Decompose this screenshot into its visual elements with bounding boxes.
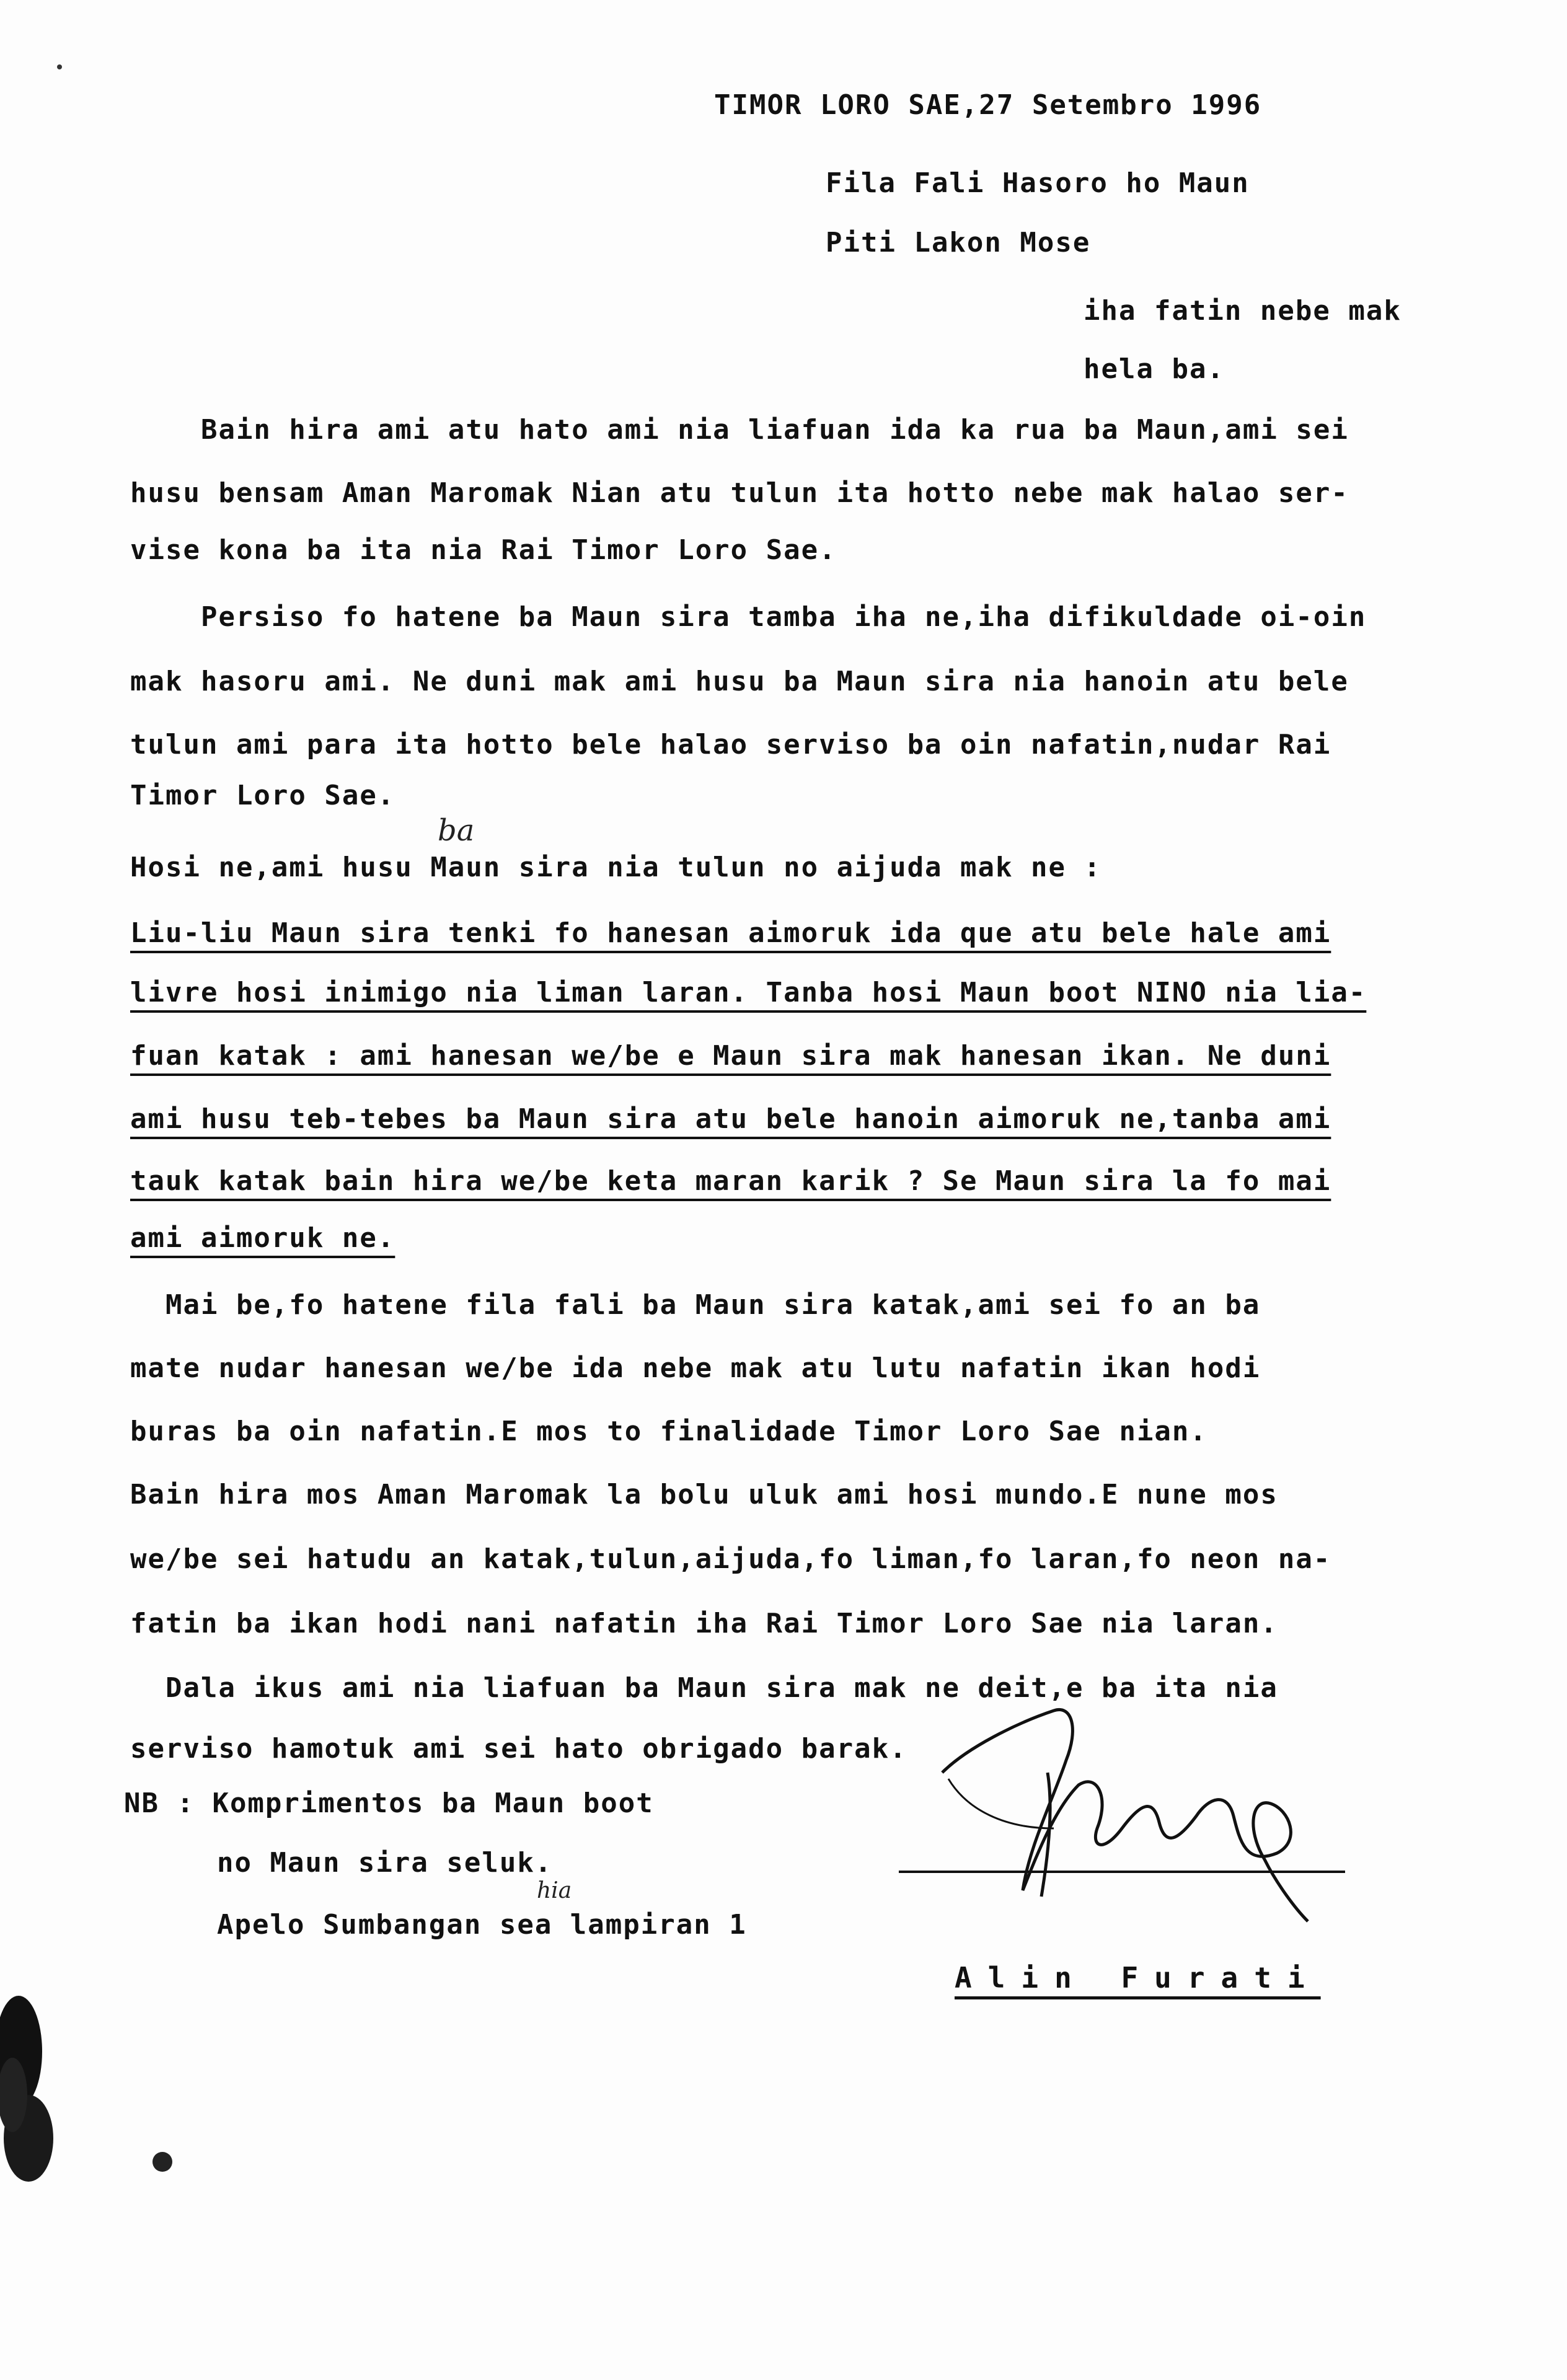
body-line: tulun ami para ita hotto bele halao serviso ba oin nafatin,nudar Rai (130, 729, 1331, 760)
body-line: we/be sei hatudu an katak,tulun,aijuda,fo liman,fo laran,fo neon na- (130, 1543, 1331, 1575)
underlined-line: ami aimoruk ne. (130, 1222, 395, 1254)
signature-name: Alin Furati (955, 1961, 1321, 1994)
body-line: buras ba oin nafatin.E mos to finalidade Timor Loro Sae nian. (130, 1416, 1207, 1447)
underlined-line: Liu-liu Maun sira tenki fo hanesan aimoruk ida que atu bele hale ami (130, 917, 1331, 949)
greeting-line-3: iha fatin nebe mak (1084, 295, 1401, 327)
body-line: vise kona ba ita nia Rai Timor Loro Sae. (130, 534, 837, 566)
body-line: Dala ikus ami nia liafuan ba Maun sira mak ne deit,e ba ita nia (130, 1672, 1278, 1704)
handwritten-insert: ba (438, 813, 475, 848)
body-line: Bain hira mos Aman Maromak la bolu uluk ami hosi mundo.E nune mos (130, 1479, 1278, 1510)
greeting-line-2: Piti Lakon Mose (826, 227, 1091, 258)
body-line: Hosi ne,ami husu Maun sira nia tulun no aijuda mak ne : (130, 852, 1101, 883)
body-line: Mai be,fo hatene fila fali ba Maun sira katak,ami sei fo an ba (130, 1289, 1261, 1321)
nb-line-1: NB : Komprimentos ba Maun boot (124, 1787, 654, 1819)
body-line: serviso hamotuk ami sei hato obrigado barak. (130, 1733, 907, 1765)
greeting-line-4: hela ba. (1084, 353, 1225, 385)
body-line: fatin ba ikan hodi nani nafatin iha Rai Timor Loro Sae nia laran. (130, 1608, 1278, 1639)
nb-line-2: no Maun sira seluk. (217, 1847, 553, 1879)
body-line: Persiso fo hatene ba Maun sira tamba iha ne,iha difikuldade oi-oin (130, 601, 1367, 633)
underlined-line: tauk katak bain hira we/be keta maran karik ? Se Maun sira la fo mai (130, 1165, 1331, 1197)
body-line: husu bensam Aman Maromak Nian atu tulun ita hotto nebe mak halao ser- (130, 477, 1349, 509)
body-line: Timor Loro Sae. (130, 780, 395, 811)
underlined-line: fuan katak : ami hanesan we/be e Maun sira mak hanesan ikan. Ne duni (130, 1040, 1331, 1072)
body-line: mate nudar hanesan we/be ida nebe mak atu lutu nafatin ikan hodi (130, 1352, 1261, 1384)
nb-line-3: Apelo Sumbangan sea lampiran 1 (217, 1909, 747, 1941)
handwritten-note: hia (537, 1878, 572, 1903)
body-line: mak hasoru ami. Ne duni mak ami husu ba Maun sira nia hanoin atu bele (130, 666, 1349, 697)
greeting-line-1: Fila Fali Hasoro ho Maun (826, 167, 1250, 199)
underlined-line: ami husu teb-tebes ba Maun sira atu bele hanoin aimoruk ne,tanba ami (130, 1103, 1331, 1135)
underlined-line: livre hosi inimigo nia liman laran. Tanba hosi Maun boot NINO nia lia- (130, 977, 1367, 1008)
body-line: Bain hira ami atu hato ami nia liafuan ida ka rua ba Maun,ami sei (130, 414, 1349, 446)
place-date: TIMOR LORO SAE,27 Setembro 1996 (714, 89, 1262, 121)
